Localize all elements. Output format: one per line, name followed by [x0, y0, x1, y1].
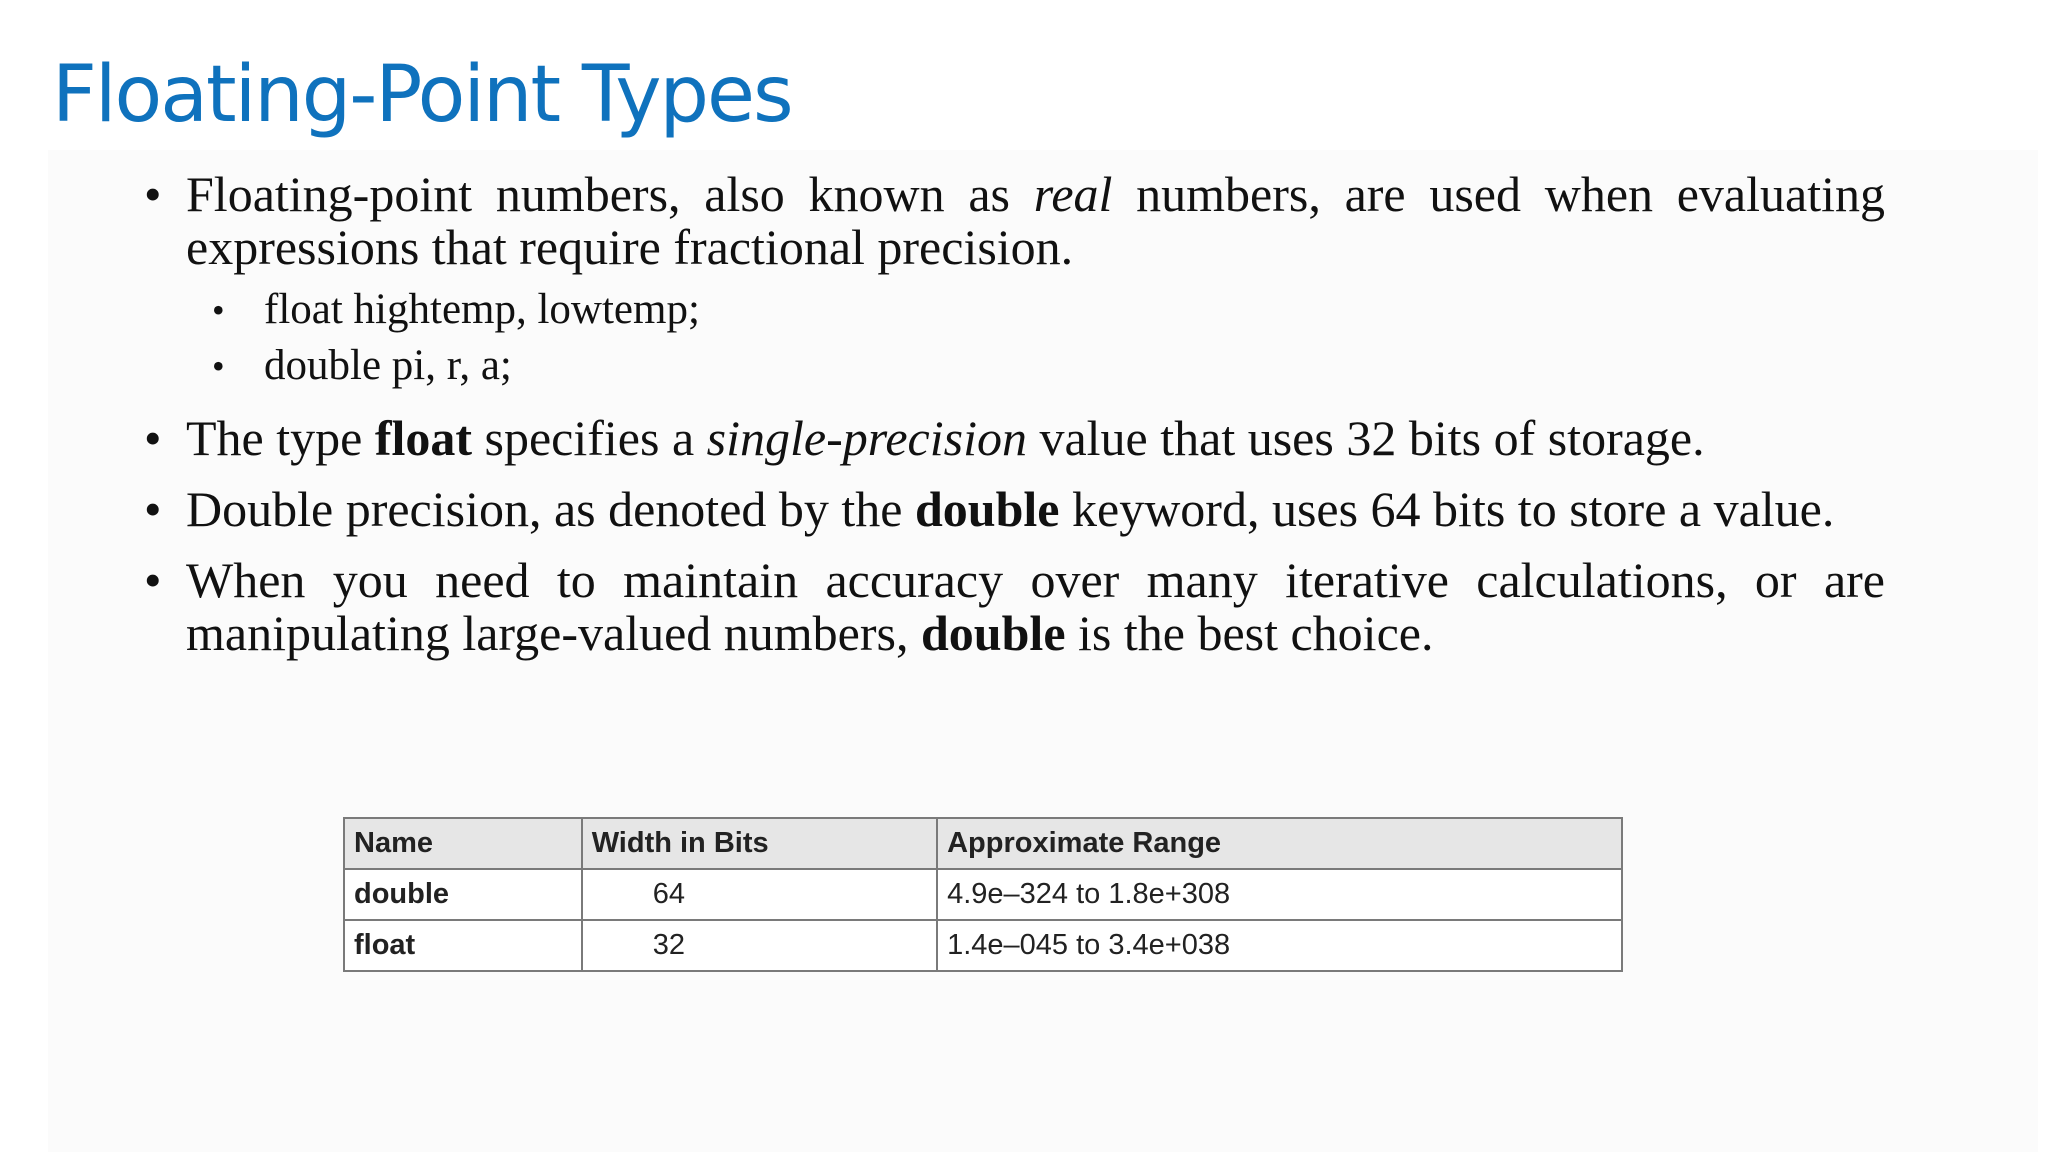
sub-bullet-float-example: • float hightemp, lowtemp;	[186, 282, 1885, 338]
bullet-text: value that uses 32 bits of storage.	[1026, 410, 1705, 466]
bullet-text: Double precision, as denoted by the	[186, 481, 915, 537]
cell-type-name: double	[344, 869, 582, 920]
bullet-text: numbers, are used when evaluating expressions that require fractional precision.	[186, 166, 1885, 275]
table-header-row	[344, 818, 1622, 869]
sub-bullet-list	[186, 282, 1885, 394]
bullet-keyword: double	[921, 605, 1066, 661]
column-header-range: Approximate Range	[937, 818, 1622, 869]
bullet-text: When you need to maintain accuracy over many iterative calculations, or are manipulating large-valued numbers,	[186, 552, 1885, 661]
bullet-keyword: float	[374, 410, 473, 466]
bullet-text: The type	[186, 410, 375, 466]
slide-body	[140, 168, 1885, 678]
cell-type-name: float	[344, 920, 582, 971]
bullet-emphasis: single-precision	[706, 410, 1027, 466]
column-header-name: Name	[344, 818, 582, 869]
cell-width-bits: 64	[582, 869, 937, 920]
bullet-float-type	[140, 412, 1885, 465]
bullet-text: Floating-point numbers, also known as	[186, 166, 1034, 222]
bullet-text: is the best choice.	[1065, 605, 1434, 661]
bullet-emphasis: real	[1033, 166, 1113, 222]
bullet-keyword: double	[914, 481, 1060, 537]
column-header-width: Width in Bits	[582, 818, 937, 869]
cell-range: 4.9e–324 to 1.8e+308	[937, 869, 1622, 920]
sub-bullet-double-example: • double pi, r, a;	[186, 338, 1885, 394]
slide-title: Floating-Point Types	[52, 50, 792, 140]
bullet-real-numbers	[140, 168, 1885, 394]
cell-width-bits: 32	[582, 920, 937, 971]
bullet-text: keyword, uses 64 bits to store a value.	[1059, 481, 1835, 537]
bullet-text: specifies a	[472, 410, 707, 466]
bullet-list	[140, 168, 1885, 660]
cell-range: 1.4e–045 to 3.4e+038	[937, 920, 1622, 971]
table-row	[344, 920, 1622, 971]
floating-point-types-table	[343, 817, 1623, 972]
table-row	[344, 869, 1622, 920]
bullet-best-choice	[140, 554, 1885, 660]
bullet-double-precision	[140, 483, 1885, 536]
